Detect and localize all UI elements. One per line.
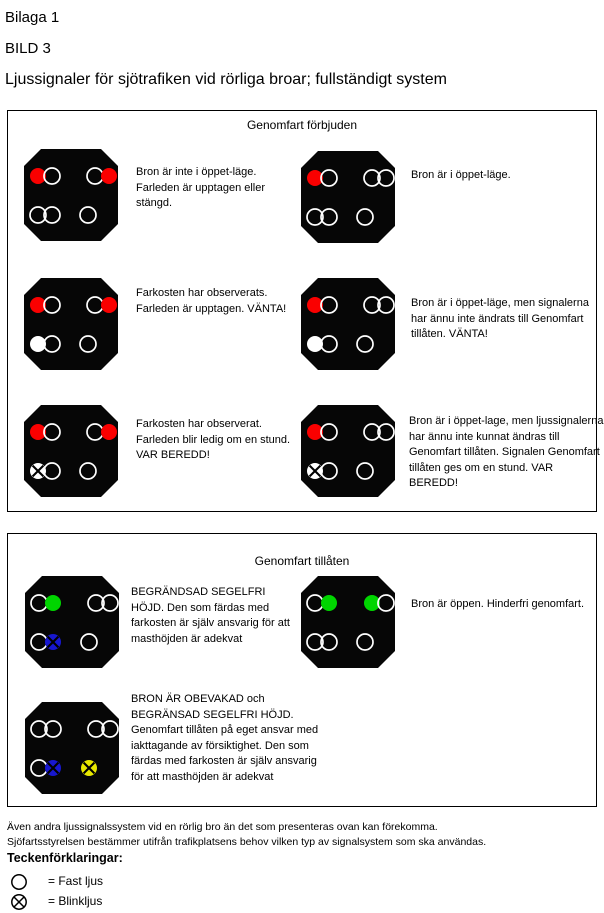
signal-description: Bron är inte i öppet-läge. Farleden är upptagen eller stängd. <box>136 166 266 209</box>
signal-panel <box>301 405 395 497</box>
section-genomfart-forbjuden <box>7 110 604 512</box>
signal-panel <box>301 151 395 243</box>
blink-ljus-icon <box>10 893 28 913</box>
signal-description: Bron är i öppet-lage, men ljussignalerna har ännu inte kunnat ändras till Genomfart tillåten. Signalen Genomfart tillåten ges om en stund. VAR BEREDD! <box>409 415 604 489</box>
signal-description: BEGRÄNDSAD SEGELFRI HÖJD. Den som färdas med farkosten är själv ansvarig för att masthöjden är adekvat <box>131 586 290 645</box>
legend-title: Teckenförklaringar: <box>7 851 123 865</box>
signal-panel <box>301 278 395 370</box>
signal-panel <box>24 149 118 241</box>
section-title: Genomfart tillåten <box>254 554 350 568</box>
figure-label: BILD 3 <box>5 40 51 57</box>
signal-panel <box>25 576 119 668</box>
legend-label: = Fast ljus <box>48 874 104 888</box>
signal-panel <box>25 702 119 794</box>
footer-note: Även andra ljussignalssystem vid en rörlig bro än det som presenteras ovan kan förekomma. Sjöfartsstyrelsen bestämmer utifrån trafikplatsens behov vilken typ av signalsystem som ska användas. <box>7 821 487 848</box>
signal-description: Bron är i öppet-läge. <box>411 169 511 181</box>
page-title: Ljussignaler för sjötrafiken vid rörliga broar; fullständigt system <box>5 71 447 88</box>
signal-panel <box>24 278 118 370</box>
attachment-label: Bilaga 1 <box>5 9 60 26</box>
signal-panel <box>301 576 395 668</box>
signal-panel <box>24 405 118 497</box>
signal-description: Farkosten har observerats. Farleden är upptagen. VÄNTA! <box>136 287 287 315</box>
section-title: Genomfart förbjuden <box>246 118 358 132</box>
section-genomfart-tillaten <box>7 533 597 807</box>
signal-description: Bron är öppen. Hinderfri genomfart. <box>411 598 585 610</box>
signal-description: BRON ÄR OBEVAKAD och BEGRÄNSAD SEGELFRI HÖJD. Genomfart tillåten på eget ansvar med iakttagande av försiktighet. Den som färdas med farkosten är själv ansvarig för att masthöjden är adekvat <box>131 693 319 783</box>
signal-description: Farkosten har observerat. Farleden blir ledig om en stund. VAR BEREDD! <box>136 418 291 461</box>
legend-label: = Blinkljus <box>48 894 103 908</box>
signal-description: Bron är i öppet-läge, men signalerna har ännu inte ändrats till Genomfart tillåten. VÄNTA! <box>411 297 589 340</box>
